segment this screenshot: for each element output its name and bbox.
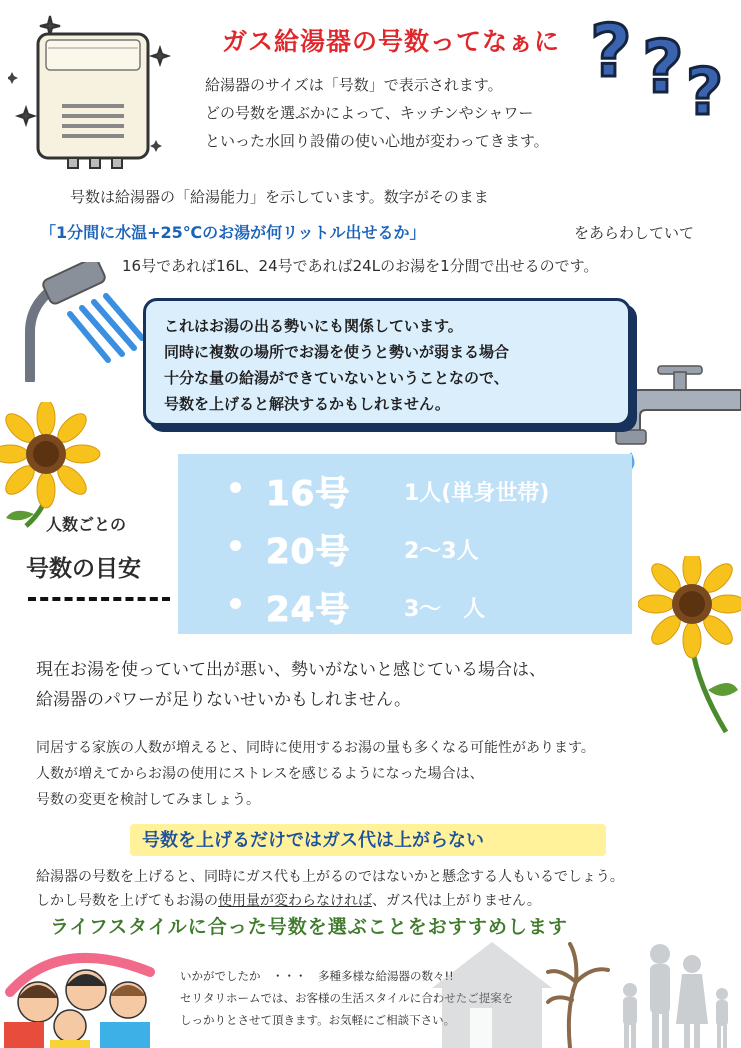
guide-item	[178, 460, 632, 516]
recommend-heading: ライフスタイルに合った号数を選ぶことをおすすめします	[50, 916, 568, 938]
guide-size: 16号	[266, 474, 351, 514]
guide-label-small: 人数ごとの	[46, 515, 127, 534]
bullet-icon	[230, 540, 241, 551]
closing-line-2: セリタリホームでは、お客様の生活スタイルに合わせたご提案を	[180, 991, 514, 1005]
capacity-highlight: 「1分間に水温+25℃のお湯が何リットル出せるか」	[40, 223, 426, 242]
guide-divider	[28, 597, 170, 601]
gas-line-2-underline: 使用量が変わらなければ	[218, 893, 372, 909]
callout-line-2: 同時に複数の場所でお湯を使うと勢いが弱まる場合	[164, 343, 510, 361]
intro-line-2: どの号数を選ぶかによって、キッチンやシャワー	[205, 104, 534, 122]
callout-line-3: 十分な量の給湯ができていないということなので、	[164, 369, 509, 387]
guide-item	[178, 518, 632, 574]
power-line-1: 現在お湯を使っていて出が悪い、勢いがないと感じている場合は、	[36, 660, 546, 680]
guide-item	[178, 576, 632, 632]
house-family-illustration	[430, 928, 741, 1048]
sunflower-right-icon	[638, 556, 741, 736]
gas-heading: 号数を上げるだけではガス代は上がらない	[142, 830, 484, 851]
callout-line-1: これはお湯の出る勢いにも関係しています。	[164, 317, 463, 335]
power-line-2: 給湯器のパワーが足りないせいかもしれません。	[36, 690, 412, 710]
water-heater-illustration	[8, 8, 183, 178]
bullet-icon	[230, 482, 241, 493]
guide-people: 1人(単身世帯)	[404, 481, 550, 506]
gas-line-2	[36, 890, 541, 910]
capacity-line-1: 号数は給湯器の「給湯能力」を示しています。数字がそのまま	[70, 188, 489, 206]
page-title: ガス給湯器の号数ってなぁに	[222, 27, 561, 56]
svg-text:?: ?	[642, 25, 684, 109]
family-line-3: 号数の変更を検討してみましょう。	[36, 792, 260, 808]
callout-line-4: 号数を上げると解決するかもしれません。	[164, 395, 450, 413]
intro-line-1: 給湯器のサイズは「号数」で表示されます。	[205, 76, 503, 94]
guide-size: 20号	[266, 532, 351, 572]
family-line-2: 人数が増えてからお湯の使用にストレスを感じるようになった場合は、	[36, 766, 484, 782]
family-illustration	[0, 942, 175, 1048]
guide-label-big: 号数の目安	[26, 556, 141, 582]
bullet-icon	[230, 598, 241, 609]
guide-people: 2～3人	[404, 539, 479, 564]
callout-box	[143, 298, 631, 426]
gas-line-2-post: 、ガス代は上がりません。	[372, 893, 541, 909]
size-guide-box	[178, 454, 632, 634]
family-line-1: 同居する家族の人数が増えると、同時に使用するお湯の量も多くなる可能性があります。	[36, 740, 595, 756]
svg-text:?: ?	[590, 9, 632, 93]
closing-line-1: いかがでしたか ・・・ 多種多様な給湯器の数々!!	[180, 969, 454, 983]
capacity-highlight-tail: をあらわしていて	[574, 224, 695, 242]
question-marks-icon	[588, 4, 738, 122]
gas-line-1: 給湯器の号数を上げると、同時にガス代も上がるのではないかと懸念する人もいるでしょう。	[36, 869, 624, 885]
capacity-line-3: 16号であれば16L、24号であれば24Lのお湯を1分間で出せるのです。	[122, 257, 599, 275]
gas-line-2-pre: しかし号数を上げてもお湯の	[36, 893, 218, 909]
guide-size: 24号	[266, 590, 351, 630]
closing-line-3: しっかりとさせて頂きます。お気軽にご相談下さい。	[180, 1013, 456, 1027]
shower-head-icon	[0, 262, 150, 382]
svg-text:?: ?	[686, 56, 724, 122]
intro-line-3: といった水回り設備の使い心地が変わってきます。	[205, 132, 549, 150]
guide-people: 3～ 人	[404, 597, 486, 622]
